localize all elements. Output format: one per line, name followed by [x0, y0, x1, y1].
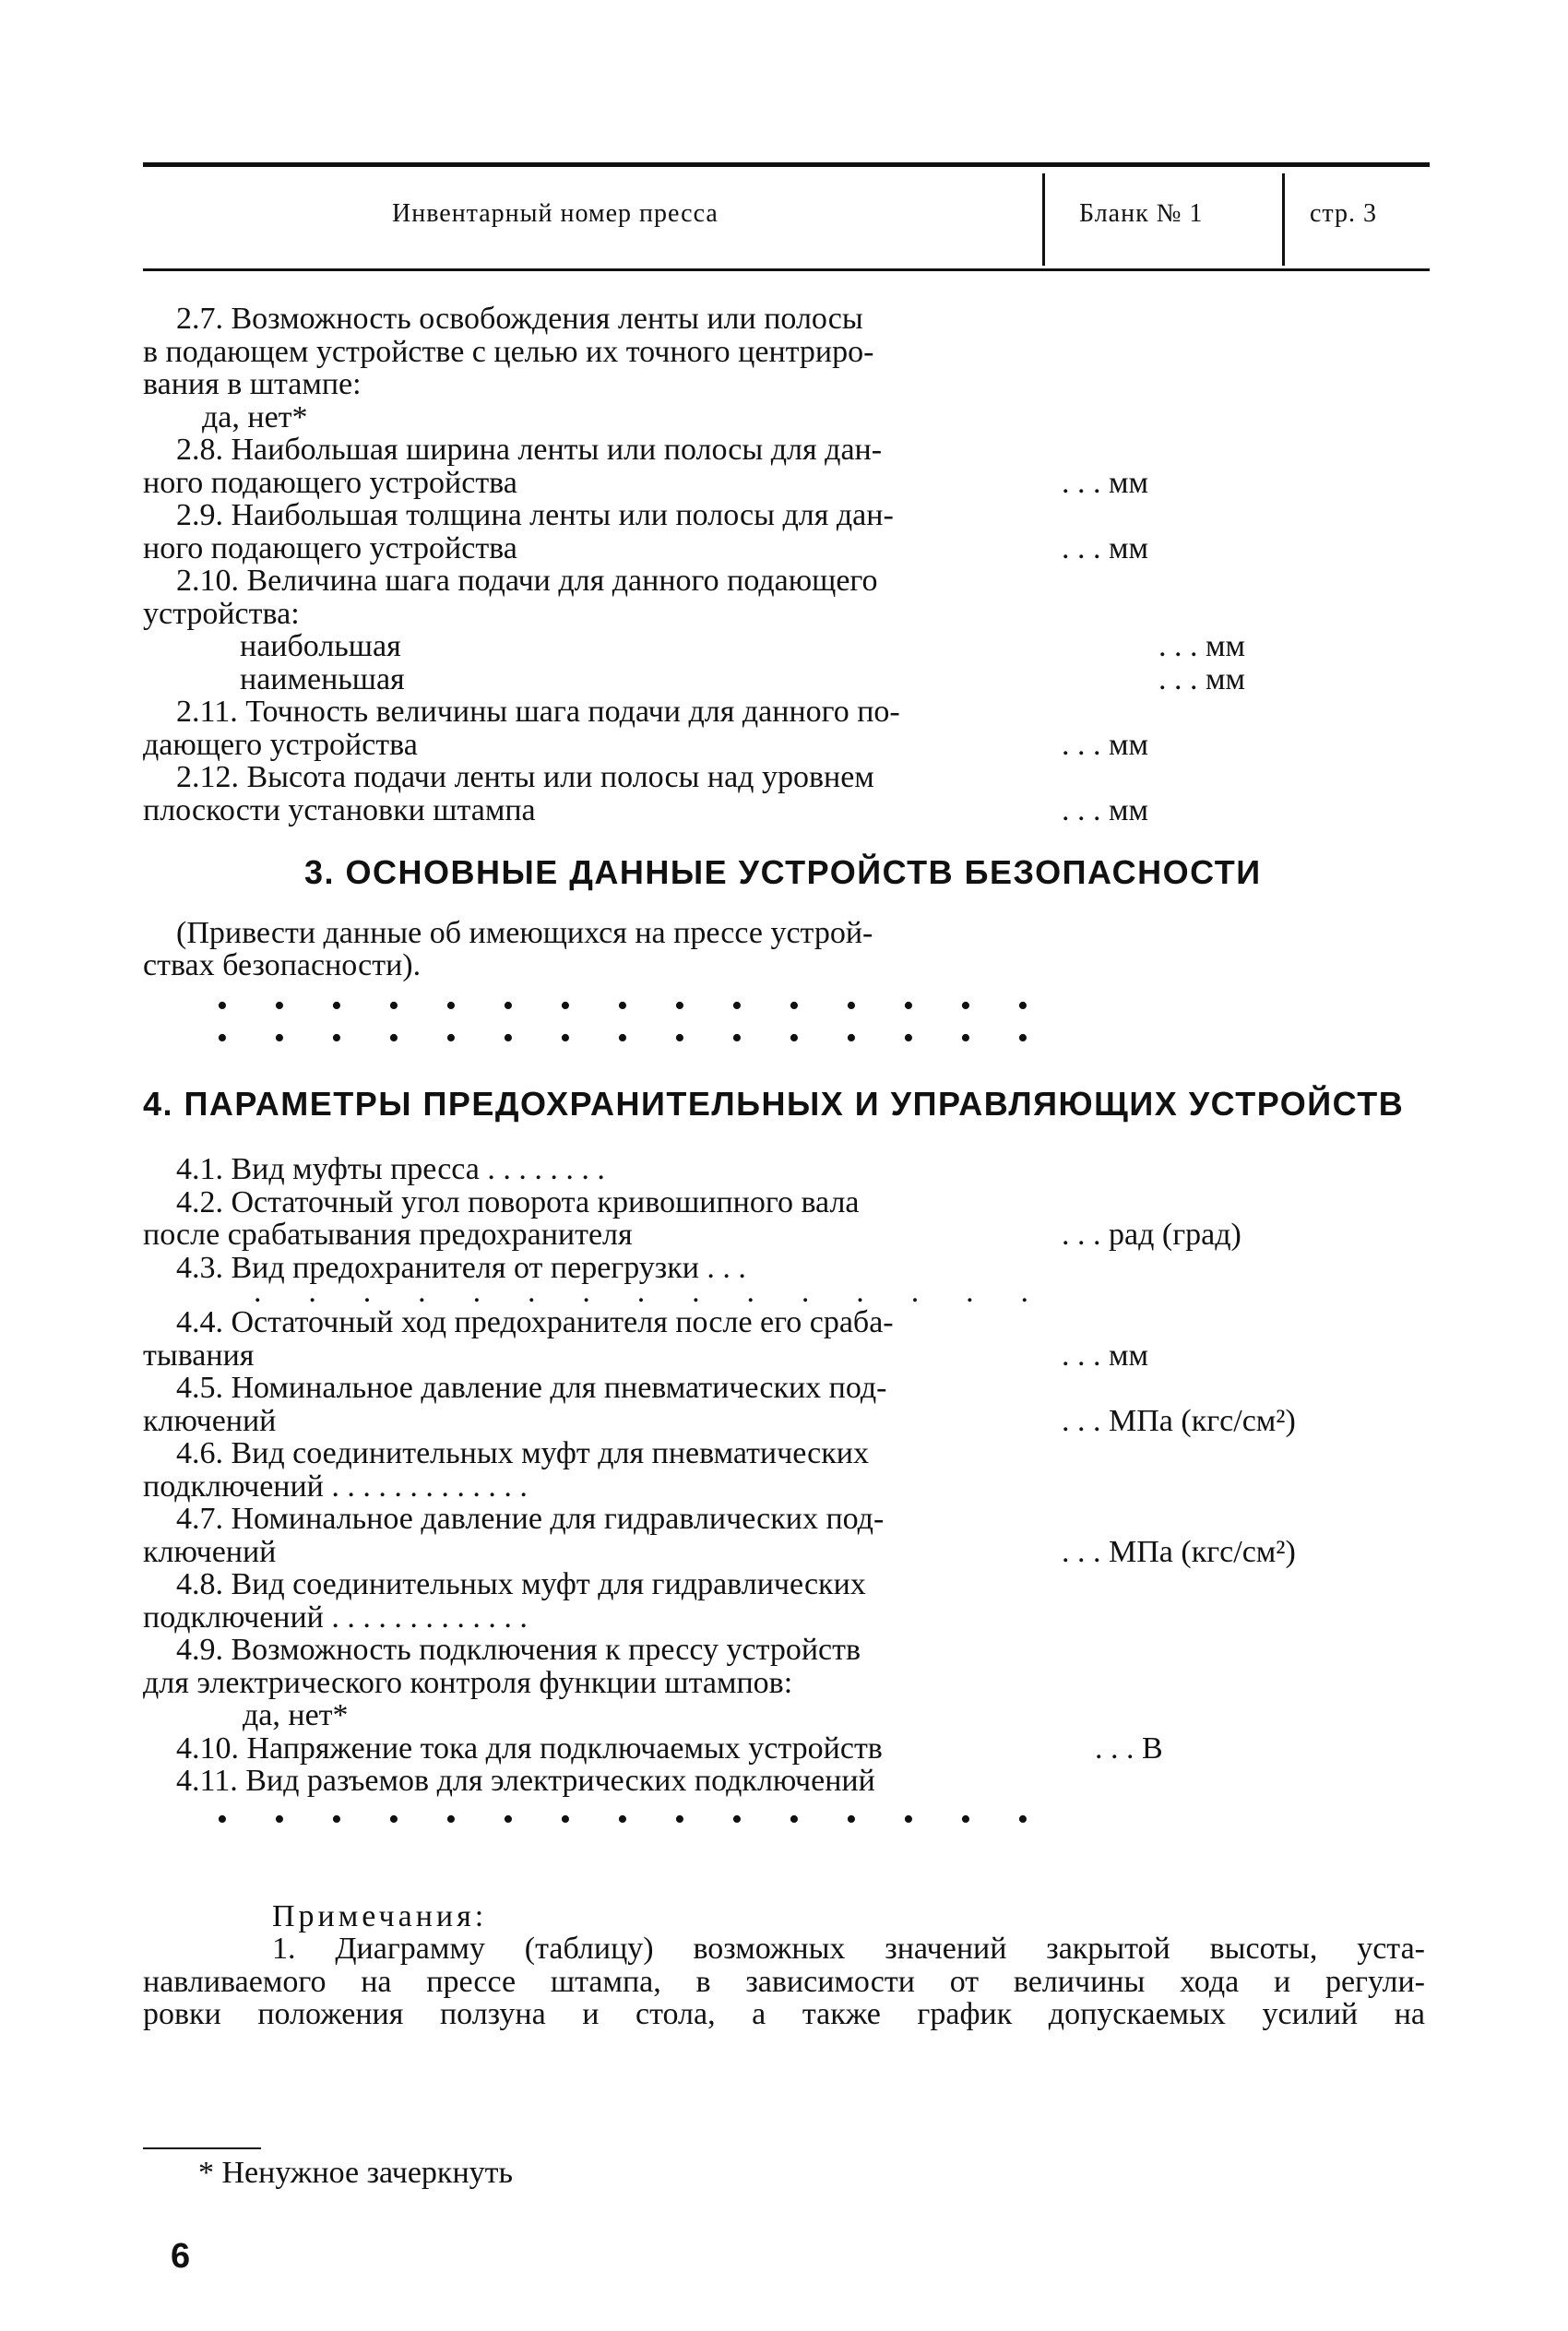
- item-4-7-line: ключений: [143, 1534, 277, 1569]
- item-2-10-line: 2.10. Величина шага подачи для данного подающего: [176, 564, 878, 598]
- notes-heading: Примечания:: [272, 1898, 488, 1933]
- item-2-12-line: плоскости установки штампа: [143, 792, 536, 827]
- item-2-11-unit: . . . мм: [1062, 727, 1149, 762]
- item-4-2-unit: . . . рад (град): [1062, 1218, 1241, 1252]
- item-4-6-line: 4.6. Вид соединительных муфт для пневматических: [176, 1436, 869, 1470]
- page-number: 6: [171, 2237, 191, 2276]
- item-2-9-line: 2.9. Наибольшая толщина ленты или полосы для дан-: [176, 498, 894, 532]
- item-4-6-line: подключений . . . . . . . . . . . . .: [143, 1469, 528, 1504]
- section-3-title: 3. ОСНОВНЫЕ ДАННЫЕ УСТРОЙСТВ БЕЗОПАСНОСТИ: [304, 853, 1262, 891]
- item-2-7-line: 2.7. Возможность освобождения ленты или полосы: [176, 302, 863, 336]
- item-4-9-line: для электрического контроля функции штампов:: [143, 1665, 793, 1700]
- header-bottom-rule: [143, 268, 1430, 271]
- item-4-4-line: 4.4. Остаточный ход предохранителя после его сраба-: [176, 1305, 894, 1339]
- item-4-2-line: 4.2. Остаточный угол поворота кривошипного вала: [176, 1184, 860, 1219]
- item-4-10-unit: . . . В: [1095, 1730, 1163, 1766]
- item-2-8-unit: . . . мм: [1062, 465, 1149, 500]
- note-1-line: 1. Диаграмму (таблицу) возможных значений закрытой высоты, уста-: [272, 1932, 1425, 1966]
- footnote-rule: [143, 2147, 261, 2149]
- item-2-10-max: наибольшая: [240, 629, 401, 663]
- item-4-1: 4.1. Вид муфты пресса . . . . . . . .: [176, 1152, 605, 1186]
- section-4-title: 4. ПАРАМЕТРЫ ПРЕДОХРАНИТЕЛЬНЫХ И УПРАВЛЯЮЩИХ УСТРОЙСТВ: [143, 1084, 1405, 1123]
- item-2-9-line: ного подающего устройства: [143, 530, 517, 565]
- item-4-5-line: 4.5. Номинальное давление для пневматических под-: [176, 1371, 887, 1405]
- item-4-9-line: 4.9. Возможность подключения к прессу устройств: [176, 1633, 861, 1667]
- note-1-line: навливаемого на прессе штампа, в зависимости от величины хода и регули-: [143, 1964, 1425, 1999]
- dotted-fill-line: • • • • • • • • • • • • • • •: [217, 1020, 1028, 1055]
- item-4-10: 4.10. Напряжение тока для подключаемых устройств: [176, 1730, 883, 1766]
- item-2-8-line: 2.8. Наибольшая ширина ленты или полосы для дан-: [176, 433, 883, 467]
- item-4-3: 4.3. Вид предохранителя от перегрузки . . .: [176, 1250, 746, 1285]
- form-body: [143, 303, 1434, 2031]
- header-table: [143, 162, 1430, 271]
- item-4-9-answer: да, нет*: [243, 1698, 349, 1732]
- form-number-label: Бланк № 1: [1079, 199, 1204, 228]
- item-4-8-line: подключений . . . . . . . . . . . . .: [143, 1600, 528, 1635]
- item-2-10-min: наименьшая: [240, 661, 405, 696]
- item-2-12-unit: . . . мм: [1062, 792, 1149, 827]
- header-divider: [1042, 173, 1045, 266]
- item-4-8-line: 4.8. Вид соединительных муфт для гидравлических: [176, 1567, 866, 1601]
- item-2-10-min-unit: . . . мм: [1158, 661, 1246, 696]
- item-2-10-max-unit: . . . мм: [1158, 629, 1246, 663]
- inventory-number-label: Инвентарный номер пресса: [392, 199, 719, 228]
- dotted-fill-line: . . . . . . . . . . . . . . .: [254, 1275, 1028, 1309]
- item-2-7-answer: да, нет*: [202, 399, 308, 434]
- item-4-4-unit: . . . мм: [1062, 1338, 1149, 1373]
- dotted-fill-line: • • • • • • • • • • • • • • •: [217, 988, 1028, 1023]
- item-4-2-line: после срабатывания предохранителя: [143, 1218, 633, 1252]
- section-3-text: ствах безопасности).: [143, 948, 422, 982]
- item-2-11-line: 2.11. Точность величины шага подачи для данного по-: [176, 695, 900, 729]
- item-4-5-line: ключений: [143, 1403, 277, 1438]
- header-top-rule: [143, 162, 1430, 167]
- item-4-11: 4.11. Вид разъемов для электрических подключений: [176, 1764, 875, 1798]
- item-4-4-line: тывания: [143, 1338, 255, 1373]
- item-2-9-unit: . . . мм: [1062, 530, 1149, 565]
- item-4-7-unit: . . . МПа (кгс/см²): [1062, 1534, 1296, 1569]
- header-divider: [1282, 173, 1285, 266]
- item-2-11-line: дающего устройства: [143, 727, 418, 762]
- item-2-12-line: 2.12. Высота подачи ленты или полосы над уровнем: [176, 760, 874, 794]
- item-2-10-line: устройства:: [143, 596, 300, 631]
- item-2-7-line: в подающем устройстве с целью их точного центриро-: [143, 334, 874, 369]
- item-2-7-line: вания в штампе:: [143, 367, 362, 401]
- dotted-fill-line: • • • • • • • • • • • • • • •: [217, 1802, 1028, 1837]
- item-4-7-line: 4.7. Номинальное давление для гидравлических под-: [176, 1502, 885, 1536]
- notes-block: [143, 1900, 1434, 2031]
- footnote: * Ненужное зачеркнуть: [198, 2156, 514, 2190]
- section-3-text: (Привести данные об имеющихся на прессе устрой-: [176, 915, 873, 950]
- item-2-8-line: ного подающего устройства: [143, 465, 517, 500]
- note-1-line: ровки положения ползуна и стола, а также график допускаемых усилий на: [143, 1997, 1425, 2031]
- page-label: стр. 3: [1310, 199, 1378, 228]
- item-4-5-unit: . . . МПа (кгс/см²): [1062, 1403, 1296, 1438]
